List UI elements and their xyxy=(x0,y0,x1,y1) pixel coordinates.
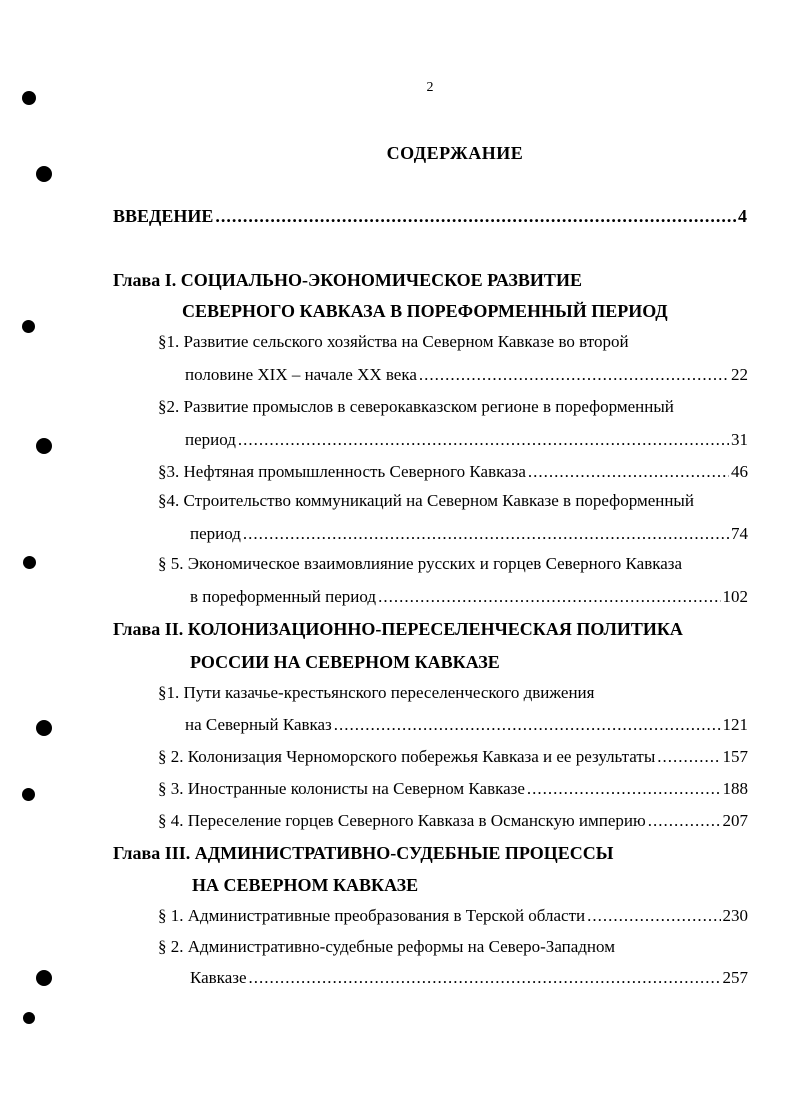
dot-leader xyxy=(419,364,729,386)
chapter-heading[interactable]: Глава I. СОЦИАЛЬНО-ЭКОНОМИЧЕСКОЕ РАЗВИТИЕ xyxy=(113,270,582,290)
dot-leader xyxy=(215,205,736,227)
toc-entry-label: § 1. Административные преобразования в Терской области xyxy=(158,906,586,925)
toc-entry-page: 74 xyxy=(731,524,748,543)
chapter-heading-continued: СЕВЕРНОГО КАВКАЗА В ПОРЕФОРМЕННЫЙ ПЕРИОД xyxy=(182,301,668,321)
toc-section[interactable] xyxy=(158,905,748,927)
toc-entry-label: ВВЕДЕНИЕ xyxy=(113,206,214,226)
toc-section[interactable] xyxy=(158,746,748,768)
dot-leader xyxy=(587,905,720,927)
toc-section-continued[interactable] xyxy=(190,967,748,989)
dot-leader xyxy=(657,746,720,768)
toc-entry-label: период xyxy=(190,524,241,543)
toc-entry-page: 230 xyxy=(722,906,748,925)
toc-section[interactable] xyxy=(158,461,748,483)
toc-section-label[interactable]: §2. Развитие промыслов в северокавказском регионе в пореформенный xyxy=(158,397,674,416)
dot-leader xyxy=(238,429,729,451)
toc-section-continued[interactable] xyxy=(185,714,748,736)
dot-leader xyxy=(334,714,721,736)
toc-entry-label: § 4. Переселение горцев Северного Кавказа в Османскую империю xyxy=(158,811,646,830)
toc-entry-label: § 3. Иностранные колонисты на Северном Кавказе xyxy=(158,779,525,798)
toc-entry-label: период xyxy=(185,430,236,449)
chapter-heading[interactable]: Глава II. КОЛОНИЗАЦИОННО-ПЕРЕСЕЛЕНЧЕСКАЯ ПОЛИТИКА xyxy=(113,619,683,639)
toc-entry-label: Кавказе xyxy=(190,968,247,987)
toc-entry-page: 46 xyxy=(731,462,748,481)
binder-hole xyxy=(23,1012,35,1024)
toc-entry-introduction[interactable] xyxy=(113,205,747,227)
toc-entry-page: 121 xyxy=(722,715,748,734)
page-number: 2 xyxy=(426,80,434,95)
toc-section-label[interactable]: § 5. Экономическое взаимовлияние русских и горцев Северного Кавказа xyxy=(158,554,683,573)
toc-section[interactable] xyxy=(158,778,748,800)
dot-leader xyxy=(249,967,721,989)
chapter-heading-continued: РОССИИ НА СЕВЕРНОМ КАВКАЗЕ xyxy=(190,652,500,672)
toc-entry-page: 4 xyxy=(738,206,747,226)
dot-leader xyxy=(648,810,721,832)
binder-hole xyxy=(22,320,35,333)
dot-leader xyxy=(527,778,721,800)
toc-section-continued[interactable] xyxy=(185,429,748,451)
dot-leader xyxy=(528,461,729,483)
binder-hole xyxy=(23,556,36,569)
dot-leader xyxy=(243,523,729,545)
toc-section-continued[interactable] xyxy=(190,586,748,608)
toc-entry-page: 31 xyxy=(731,430,748,449)
toc-entry-page: 157 xyxy=(722,747,748,766)
toc-section[interactable] xyxy=(158,810,748,832)
toc-section-label[interactable]: §1. Развитие сельского хозяйства на Северном Кавказе во второй xyxy=(158,332,629,351)
toc-entry-label: половине XIX – начале XX века xyxy=(185,365,417,384)
binder-hole xyxy=(36,970,52,986)
toc-entry-label: § 2. Колонизация Черноморского побережья Кавказа и ее результаты xyxy=(158,747,656,766)
toc-entry-label: в пореформенный период xyxy=(190,587,377,606)
binder-hole xyxy=(36,166,52,182)
toc-entry-label: §3. Нефтяная промышленность Северного Кавказа xyxy=(158,462,526,481)
binder-hole xyxy=(36,720,52,736)
toc-section-label[interactable]: §4. Строительство коммуникаций на Северном Кавказе в пореформенный xyxy=(158,491,694,510)
toc-entry-page: 207 xyxy=(722,811,748,830)
binder-hole xyxy=(22,788,35,801)
toc-entry-label: на Северный Кавказ xyxy=(185,715,332,734)
toc-section-continued[interactable] xyxy=(185,364,748,386)
toc-section-continued[interactable] xyxy=(190,523,748,545)
chapter-heading[interactable]: Глава III. АДМИНИСТРАТИВНО-СУДЕБНЫЕ ПРОЦЕССЫ xyxy=(113,843,614,863)
toc-entry-page: 102 xyxy=(722,587,748,606)
chapter-heading-continued: НА СЕВЕРНОМ КАВКАЗЕ xyxy=(192,875,419,895)
binder-hole xyxy=(36,438,52,454)
dot-leader xyxy=(378,586,720,608)
toc-entry-page: 22 xyxy=(731,365,748,384)
toc-entry-page: 257 xyxy=(722,968,748,987)
toc-section-label[interactable]: § 2. Административно-судебные реформы на Северо-Западном xyxy=(158,937,615,956)
toc-section-label[interactable]: §1. Пути казачье-крестьянского переселенческого движения xyxy=(158,683,595,702)
page-title: СОДЕРЖАНИЕ xyxy=(386,143,524,163)
toc-entry-page: 188 xyxy=(722,779,748,798)
